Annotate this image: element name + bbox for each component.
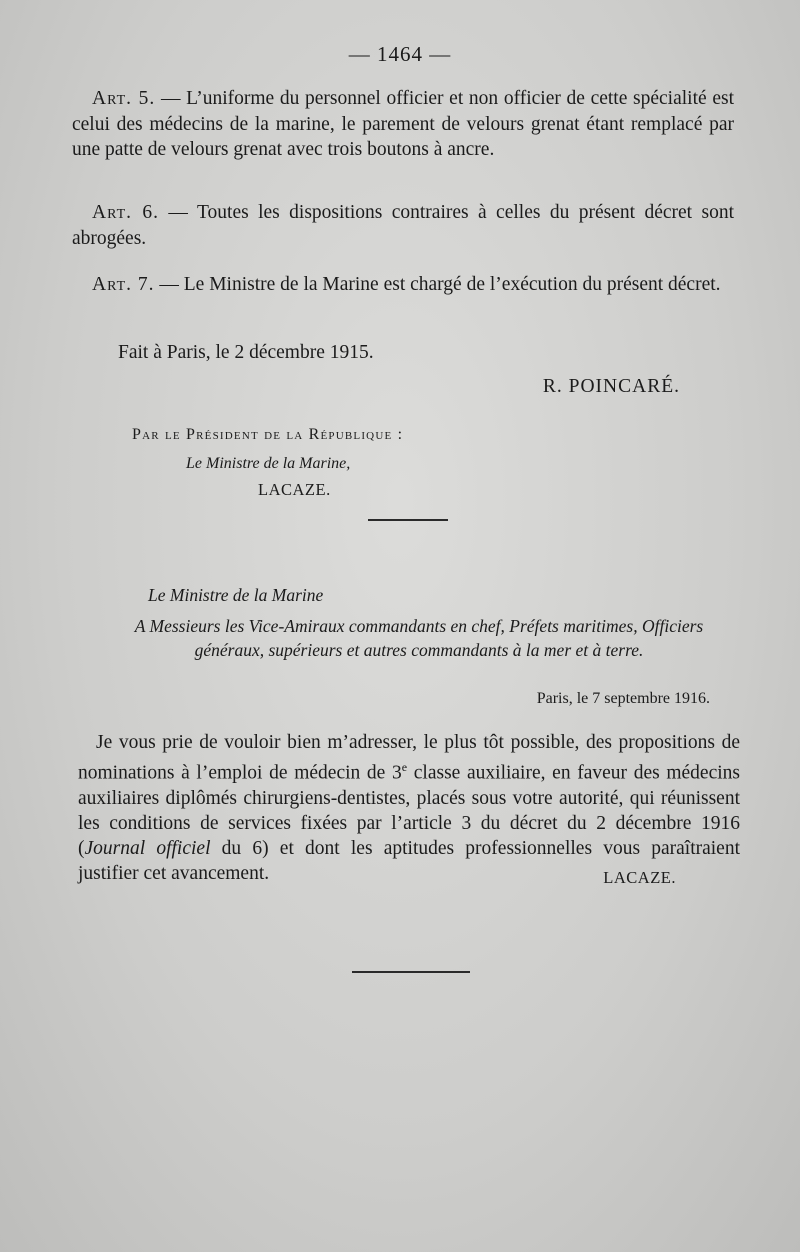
section-divider [368, 519, 448, 521]
article-6 [72, 200, 734, 251]
minister-signature: LACAZE. [258, 480, 331, 499]
closing-divider [352, 971, 470, 973]
letter-sender: Le Ministre de la Marine [148, 585, 324, 605]
letter-body-part: classe auxiliaire, en faveur des médecins auxiliaires diplômés chirurgiens-dentistes, placés sous votre autorité, qui réunissent les conditions de services fixées par l’article 3 du décret du 2 décembre 1916 ( [78, 762, 741, 859]
article-text: — L’uniforme du personnel officier et non officier de cette spécialité est celui des médecins de la marine, le parement de velours grenat étant remplacé par une patte de velours grenat avec trois boutons à ancre. [72, 88, 734, 160]
article-7 [72, 272, 734, 298]
president-signature: R. POINCARÉ. [542, 376, 680, 397]
article-text: — Le Ministre de la Marine est chargé de l’exécution du présent décret. [154, 274, 721, 295]
signed-place-date: Fait à Paris, le 2 décembre 1915. [118, 342, 374, 363]
par-le-president: Par le Président de la République : [132, 426, 404, 443]
article-text: — Toutes les dispositions contraires à celles du présent décret sont abrogées. [72, 202, 734, 249]
letter-date: Paris, le 7 septembre 1916. [536, 690, 710, 707]
superscript: e [401, 760, 408, 774]
page-number: — 1464 — [348, 42, 452, 66]
letter-recipients: A Messieurs les Vice-Amiraux commandants en chef, Préfets maritimes, Officiers généraux, supérieurs et autres commandants à la mer et à terre. [134, 616, 704, 660]
minister-title: Le Ministre de la Marine, [186, 455, 351, 472]
letter-signature: LACAZE. [603, 868, 676, 887]
letter-body-part: Je vous prie de vouloir bien m’adresser, le plus tôt possible, des propositions de nominations à l’emploi de médecin de 3 [78, 732, 740, 784]
letter-body-part: du 6) et dont les aptitudes professionnelles vous paraîtraient justifier cet avancement. [78, 837, 741, 884]
letter-body [78, 730, 740, 886]
article-5 [72, 86, 734, 163]
article-label: Art. 5. [92, 88, 156, 109]
article-label: Art. 6. [92, 202, 160, 223]
journal-title: Journal officiel [84, 837, 211, 859]
article-label: Art. 7. [92, 274, 155, 295]
